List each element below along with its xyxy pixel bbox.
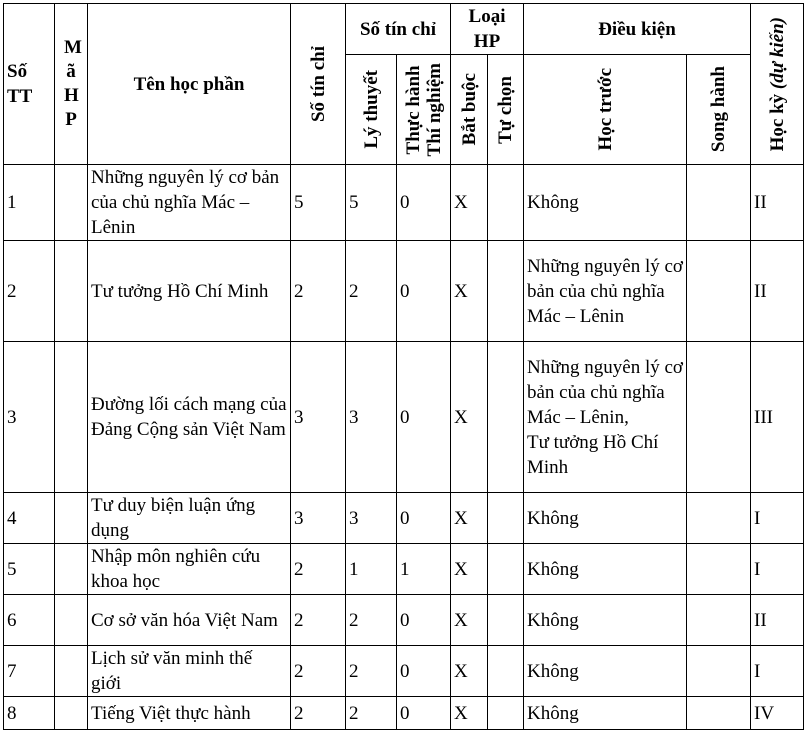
course-code xyxy=(55,697,88,730)
elective-mark xyxy=(488,493,524,544)
curriculum-table xyxy=(3,3,804,730)
course-code xyxy=(55,544,88,595)
credits-total: 2 xyxy=(291,544,346,595)
mandatory-mark: X xyxy=(451,595,488,646)
course-code xyxy=(55,493,88,544)
header-bat-buoc: Bắt buộc xyxy=(451,55,488,165)
credits-theory: 1 xyxy=(346,544,397,595)
credits-practice: 0 xyxy=(397,493,451,544)
row-number: 6 xyxy=(4,595,55,646)
semester: I xyxy=(751,646,804,697)
mandatory-mark: X xyxy=(451,241,488,342)
elective-mark xyxy=(488,697,524,730)
course-name: Những nguyên lý cơ bản của chủ nghĩa Mác – Lênin xyxy=(88,165,291,241)
semester: II xyxy=(751,241,804,342)
credits-practice: 0 xyxy=(397,646,451,697)
row-number: 5 xyxy=(4,544,55,595)
corequisite xyxy=(687,493,751,544)
mandatory-mark: X xyxy=(451,342,488,493)
credits-total: 5 xyxy=(291,165,346,241)
header-stt: Số TT xyxy=(4,4,55,165)
header-thuc-hanh: Thực hành Thí nghiệm xyxy=(397,55,451,165)
course-name: Tư duy biện luận ứng dụng xyxy=(88,493,291,544)
credits-theory: 2 xyxy=(346,697,397,730)
row-number: 2 xyxy=(4,241,55,342)
corequisite xyxy=(687,697,751,730)
table-row xyxy=(4,697,804,730)
credits-total: 2 xyxy=(291,241,346,342)
mandatory-mark: X xyxy=(451,493,488,544)
prerequisite: Không xyxy=(524,646,687,697)
credits-total: 3 xyxy=(291,493,346,544)
credits-total: 3 xyxy=(291,342,346,493)
mandatory-mark: X xyxy=(451,544,488,595)
header-ma-hp: M ã H P xyxy=(55,4,88,165)
mandatory-mark: X xyxy=(451,165,488,241)
prerequisite: Những nguyên lý cơ bản của chủ nghĩa Mác – Lênin, Tư tưởng Hồ Chí Minh xyxy=(524,342,687,493)
elective-mark xyxy=(488,646,524,697)
credits-theory: 5 xyxy=(346,165,397,241)
corequisite xyxy=(687,544,751,595)
semester: I xyxy=(751,493,804,544)
credits-practice: 0 xyxy=(397,342,451,493)
elective-mark xyxy=(488,544,524,595)
course-code xyxy=(55,241,88,342)
semester: I xyxy=(751,544,804,595)
table-row xyxy=(4,493,804,544)
header-so-tin-chi: Số tín chỉ xyxy=(291,4,346,165)
course-code xyxy=(55,342,88,493)
elective-mark xyxy=(488,342,524,493)
course-name: Tư tưởng Hồ Chí Minh xyxy=(88,241,291,342)
credits-practice: 0 xyxy=(397,165,451,241)
table-row xyxy=(4,241,804,342)
semester: IV xyxy=(751,697,804,730)
course-code xyxy=(55,595,88,646)
table-row xyxy=(4,165,804,241)
semester: II xyxy=(751,165,804,241)
credits-total: 2 xyxy=(291,646,346,697)
header-loai-hp: Loại HP xyxy=(451,4,524,55)
course-code xyxy=(55,646,88,697)
semester: II xyxy=(751,595,804,646)
credits-practice: 0 xyxy=(397,697,451,730)
table-row xyxy=(4,646,804,697)
credits-total: 2 xyxy=(291,595,346,646)
corequisite xyxy=(687,342,751,493)
row-number: 4 xyxy=(4,493,55,544)
header-hoc-ky: Học kỳ (dự kiến) xyxy=(751,4,804,165)
credits-theory: 3 xyxy=(346,493,397,544)
credits-theory: 3 xyxy=(346,342,397,493)
prerequisite: Không xyxy=(524,697,687,730)
corequisite xyxy=(687,646,751,697)
header-ten-hoc-phan: Tên học phần xyxy=(88,4,291,165)
table-row xyxy=(4,342,804,493)
header-so-tin-chi-group: Số tín chỉ xyxy=(346,4,451,55)
elective-mark xyxy=(488,165,524,241)
course-name: Tiếng Việt thực hành xyxy=(88,697,291,730)
course-code xyxy=(55,165,88,241)
credits-theory: 2 xyxy=(346,595,397,646)
row-number: 8 xyxy=(4,697,55,730)
mandatory-mark: X xyxy=(451,697,488,730)
elective-mark xyxy=(488,595,524,646)
course-name: Đường lối cách mạng của Đảng Cộng sản Việt Nam xyxy=(88,342,291,493)
table-row xyxy=(4,544,804,595)
row-number: 7 xyxy=(4,646,55,697)
header-dieu-kien: Điều kiện xyxy=(524,4,751,55)
prerequisite: Không xyxy=(524,544,687,595)
credits-practice: 0 xyxy=(397,241,451,342)
mandatory-mark: X xyxy=(451,646,488,697)
row-number: 3 xyxy=(4,342,55,493)
credits-theory: 2 xyxy=(346,241,397,342)
corequisite xyxy=(687,241,751,342)
prerequisite: Không xyxy=(524,595,687,646)
prerequisite: Không xyxy=(524,493,687,544)
elective-mark xyxy=(488,241,524,342)
header-tu-chon: Tự chọn xyxy=(488,55,524,165)
header-hoc-truoc: Học trước xyxy=(524,55,687,165)
course-name: Cơ sở văn hóa Việt Nam xyxy=(88,595,291,646)
prerequisite: Những nguyên lý cơ bản của chủ nghĩa Mác – Lênin xyxy=(524,241,687,342)
header-song-hanh: Song hành xyxy=(687,55,751,165)
credits-practice: 1 xyxy=(397,544,451,595)
credits-total: 2 xyxy=(291,697,346,730)
row-number: 1 xyxy=(4,165,55,241)
prerequisite: Không xyxy=(524,165,687,241)
corequisite xyxy=(687,595,751,646)
table-row xyxy=(4,595,804,646)
header-ly-thuyet: Lý thuyết xyxy=(346,55,397,165)
credits-theory: 2 xyxy=(346,646,397,697)
semester: III xyxy=(751,342,804,493)
course-name: Lịch sử văn minh thế giới xyxy=(88,646,291,697)
credits-practice: 0 xyxy=(397,595,451,646)
corequisite xyxy=(687,165,751,241)
course-name: Nhập môn nghiên cứu khoa học xyxy=(88,544,291,595)
